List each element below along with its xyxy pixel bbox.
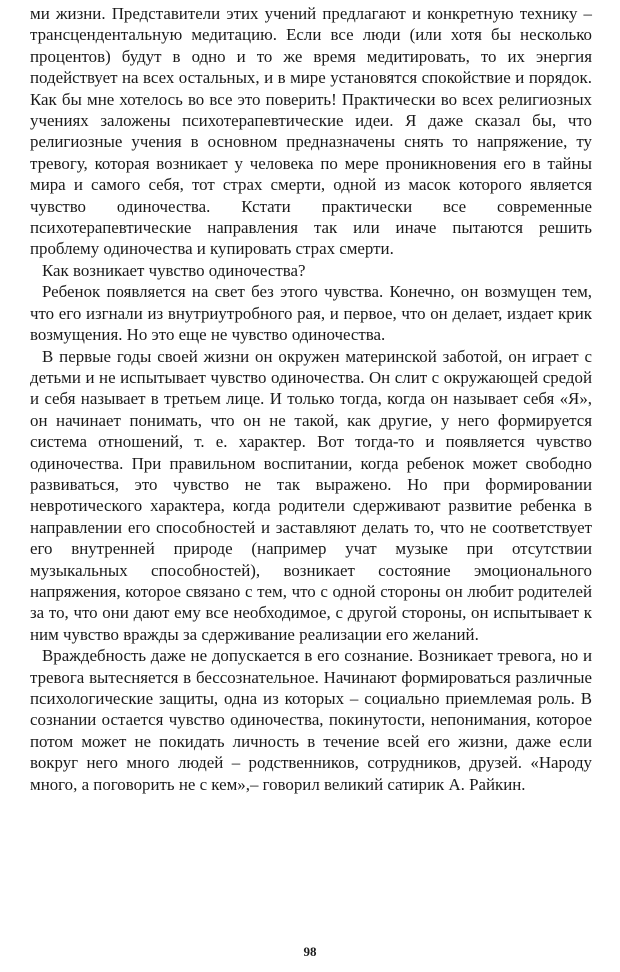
paragraph: ми жизни. Представители этих учений предлагают и конкретную технику – трансцендентальную медитацию. Если все люди (или хотя бы несколько процентов) будут в одно и то же время медитировать, то их энергия подействует на всех остальных, и в мире установятся спокойствие и порядок. Как бы мне хотелось во все это поверить! Практически во всех религиозных учениях заложены психотерапевтические идеи. Я даже сказал бы, что религиозные учения в основном предназначены снять то напряжение, ту тревогу, которая возникает у человека по мере проникновения его в тайны мира и самого себя, тот страх смерти, одной из масок которого является чувство одиночества. Кстати практически все современные психотерапевтические направления так или иначе пытаются решить проблему одиночества и купировать страх смерти. (30, 4, 592, 259)
paragraph: Враждебность даже не допускается в его сознание. Возникает тревога, но и тревога вытесняется в бессознательное. Начинают формироваться различные психологические защиты, одна из которых – социально приемлемая роль. В сознании остается чувство одиночества, покинутости, непонимания, которое потом может не покидать личность в течение всей его жизни, даже если вокруг него много людей – родственников, сотрудников, друзей. «Народу много, а поговорить не с кем»,– говорил великий сатирик А. Райкин. (30, 646, 592, 794)
paragraph: Ребенок появляется на свет без этого чувства. Конечно, он возмущен тем, что его изгнали из внутриутробного рая, и первое, что он делает, издает крик возмущения. Но это еще не чувство одиночества. (30, 282, 592, 345)
page-number: 98 (303, 944, 317, 959)
paragraph: Как возникает чувство одиночества? (42, 260, 306, 280)
page-body (30, 3, 592, 795)
paragraph: В первые годы своей жизни он окружен материнской заботой, он играет с детьми и не испытывает чувство одиночества. Он слит с окружающей средой и себя называет в третьем лице. И только тогда, когда он называет себя «Я», он начинает понимать, что он не такой, как другие, у него формируется система отношений, т. е. характер. Вот тогда-то и появляется чувство одиночества. При правильном воспитании, когда ребенок может свободно развиваться, это чувство не так выражено. Но при формировании невротического характера, когда родители сдерживают развитие ребенка в направлении его способностей и заставляют делать то, что не соответствует его внутренней природе (например учат музыке при отсутствии музыкальных способностей), возникает состояние эмоционального напряжения, которое связано с тем, что с одной стороны он любит родителей за то, что они дают ему все необходимое, с другой стороны, он испытывает к ним чувство вражды за сдерживание реализации его желаний. (30, 346, 592, 644)
